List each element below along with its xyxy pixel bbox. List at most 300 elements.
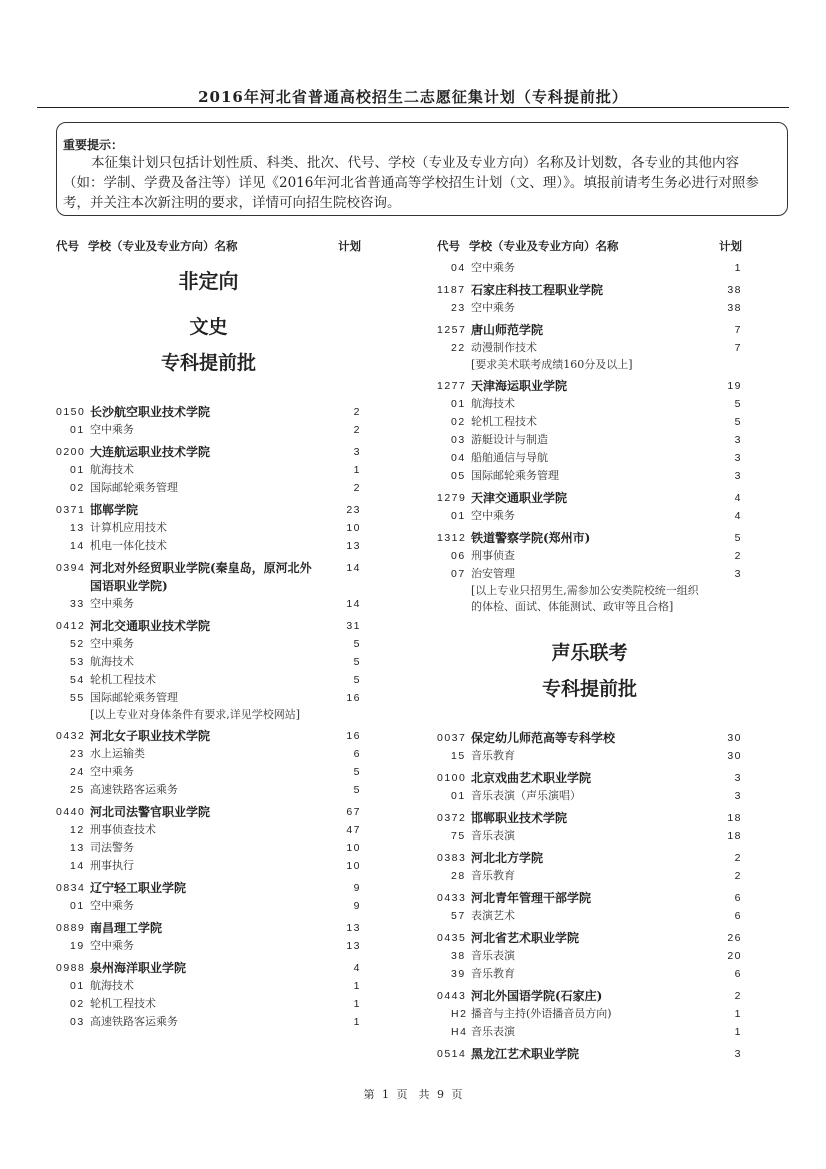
code: 52 [70,638,85,650]
plan-count: 13 [346,540,361,552]
name: 音乐表演 [471,829,515,842]
name: 高速铁路客运乘务 [90,1015,178,1028]
code: 25 [70,784,85,796]
plan-count: 2 [734,550,742,562]
school-entry [56,915,361,955]
major-row [56,519,361,537]
code: 0372 [437,812,467,824]
code: 01 [70,980,85,992]
school-row [56,955,361,977]
code: 33 [70,598,85,610]
major-row [437,507,742,525]
code: 75 [451,830,466,842]
name: 播音与主持(外语播音员方向) [471,1007,612,1020]
major-note: [要求美术联考成绩160分及以上] [471,358,633,371]
code: 0433 [437,892,467,904]
header-name: 学校（专业及专业方向）名称 [88,239,238,253]
code: 02 [70,482,85,494]
school-row [437,983,742,1005]
plan-count: 7 [734,342,742,354]
major-row [56,977,361,995]
code: 01 [70,900,85,912]
code: 0440 [56,806,86,818]
school-row [56,399,361,421]
name: 音乐表演（声乐演唱） [471,789,581,802]
major-row [437,449,742,467]
school-row [56,497,361,519]
name: 大连航运职业技术学院 [90,445,211,459]
spacer [56,377,361,399]
code: 05 [451,470,466,482]
plan-count: 3 [734,434,742,446]
code: 03 [451,434,466,446]
code: 02 [451,416,466,428]
name: 空中乘务 [90,765,134,778]
name: 黑龙江艺术职业学院 [471,1047,580,1061]
major-row [56,421,361,439]
school-row [56,613,361,635]
school-entry [437,885,742,925]
school-entry [437,317,742,373]
name: 空中乘务 [471,509,515,522]
name: 石家庄科技工程职业学院 [471,283,604,297]
section-heading: 专科提前批 [160,352,256,374]
code: 13 [70,842,85,854]
school-entry [56,555,361,613]
name: 河北外国语学院(石家庄) [471,989,603,1003]
school-entry [56,497,361,555]
name: 轮机工程技术 [90,673,156,686]
major-row [56,745,361,763]
name: 轮机工程技术 [90,997,156,1010]
name: 唐山师范学院 [471,323,544,337]
school-row [437,885,742,907]
major-row [437,787,742,805]
plan-count: 6 [353,748,361,760]
major-row [56,653,361,671]
code: 38 [451,950,466,962]
plan-count: 23 [346,504,361,516]
left-column [56,237,361,1031]
school-entry [56,439,361,497]
section-heading: 声乐联考 [551,642,628,664]
code: 15 [451,750,466,762]
school-entry [56,955,361,1031]
code: 19 [70,940,85,952]
header-plan: 计划 [338,239,361,253]
school-row [437,277,742,299]
plan-count: 1 [353,980,361,992]
school-row [437,1041,742,1063]
code: 24 [70,766,85,778]
plan-count: 16 [346,730,361,742]
plan-count: 14 [346,562,361,574]
code: 04 [451,452,466,464]
major-note: [以上专业只招男生,需参加公安类院校统一组织的体检、面试、体能测试、政审等且合格] [471,584,699,613]
plan-count: 6 [734,910,742,922]
code: 06 [451,550,466,562]
plan-count: 13 [346,922,361,934]
plan-count: 30 [727,750,742,762]
code: 12 [70,824,85,836]
right-entries [437,259,742,1063]
school-row [56,799,361,821]
school-entry [437,805,742,845]
major-row [56,689,361,707]
plan-count: 18 [727,812,742,824]
code: 01 [70,424,85,436]
code: 14 [70,860,85,872]
code: 04 [451,262,466,274]
plan-count: 16 [346,692,361,704]
code: 1279 [437,492,467,504]
column-header [437,237,742,255]
code: 55 [70,692,85,704]
plan-count: 2 [734,870,742,882]
left-entries [56,267,361,1031]
school-entry [56,799,361,875]
name: 北京戏曲艺术职业学院 [471,771,592,785]
plan-count: 13 [346,940,361,952]
section-heading: 文史 [189,316,228,338]
name: 保定幼儿师范高等专科学校 [471,731,616,745]
plan-count: 1 [734,262,742,274]
plan-count: 4 [734,492,742,504]
school-entry [437,277,742,317]
plan-count: 5 [353,674,361,686]
plan-count: 5 [734,398,742,410]
name: 河北对外经贸职业学院(秦皇岛，原河北外国语职业学院) [90,561,312,593]
school-entry [56,613,361,723]
name: 邯郸职业技术学院 [471,811,568,825]
name: 河北青年管理干部学院 [471,891,592,905]
code: 07 [451,568,466,580]
school-entry [437,525,742,615]
school-row [437,805,742,827]
school-entry [56,399,361,439]
plan-count: 10 [346,842,361,854]
name: 河北女子职业技术学院 [90,729,211,743]
school-entry [56,723,361,799]
name: 船舶通信与导航 [471,451,548,464]
plan-count: 7 [734,324,742,336]
name: 航海技术 [90,979,134,992]
code: 53 [70,656,85,668]
name: 刑事侦查技术 [90,823,156,836]
plan-count: 30 [727,732,742,744]
plan-count: 3 [734,470,742,482]
plan-count: 5 [353,656,361,668]
name: 音乐表演 [471,1025,515,1038]
code: 14 [70,540,85,552]
code: 0435 [437,932,467,944]
name: 游艇设计与制造 [471,433,548,446]
plan-count: 5 [734,416,742,428]
name: 泉州海洋职业学院 [90,961,187,975]
plan-count: 5 [353,638,361,650]
plan-count: 10 [346,522,361,534]
code: 23 [451,302,466,314]
major-row [437,299,742,317]
name: 国际邮轮乘务管理 [471,469,559,482]
plan-count: 2 [353,482,361,494]
plan-count: 4 [353,962,361,974]
code: 23 [70,748,85,760]
name: 音乐教育 [471,869,515,882]
plan-count: 3 [353,446,361,458]
name: 航海技术 [90,463,134,476]
name: 刑事侦查 [471,549,515,562]
notice-label: 重要提示： [63,138,124,152]
plan-count: 2 [734,852,742,864]
major-row [56,461,361,479]
name: 空中乘务 [90,423,134,436]
name: 刑事执行 [90,859,134,872]
major-row [437,867,742,885]
name: 空中乘务 [90,637,134,650]
code: 13 [70,522,85,534]
header-name: 学校（专业及专业方向）名称 [469,239,619,253]
name: 治安管理 [471,567,515,580]
page-footer: 第 1 页 共 9 页 [363,1088,463,1101]
code: 0037 [437,732,467,744]
code: 0514 [437,1048,467,1060]
name: 航海技术 [471,397,515,410]
plan-count: 31 [346,620,361,632]
name: 辽宁轻工职业学院 [90,881,187,895]
school-entry [56,875,361,915]
plan-count: 6 [734,892,742,904]
major-row [56,937,361,955]
spacer [437,703,742,725]
name: 国际邮轮乘务管理 [90,691,178,704]
major-row [56,763,361,781]
major-row [56,857,361,875]
plan-count: 2 [353,424,361,436]
major-row [437,907,742,925]
major-row [437,413,742,431]
plan-count: 19 [727,380,742,392]
major-row [56,781,361,799]
plan-count: 3 [734,452,742,464]
major-row [437,565,742,583]
plan-count: 26 [727,932,742,944]
code: 0150 [56,406,86,418]
right-column [437,237,742,1063]
code: 54 [70,674,85,686]
major-row [437,965,742,983]
code: 22 [451,342,466,354]
plan-count: 1 [734,1008,742,1020]
plan-count: 2 [734,990,742,1002]
plan-count: 67 [346,806,361,818]
code: 0889 [56,922,86,934]
plan-count: 38 [727,284,742,296]
major-row [56,839,361,857]
name: 机电一体化技术 [90,539,167,552]
plan-count: 20 [727,950,742,962]
code: 0988 [56,962,86,974]
major-row [56,479,361,497]
major-row [437,339,742,357]
plan-count: 10 [346,860,361,872]
name: 航海技术 [90,655,134,668]
major-row [437,395,742,413]
name: 水上运输类 [90,747,145,760]
code: 0100 [437,772,467,784]
column-header [56,237,361,255]
major-note: [以上专业对身体条件有要求,详见学校网站] [90,708,301,721]
document-title: 2016年河北省普通高校招生二志愿征集计划（专科提前批） [198,88,628,106]
code: 01 [70,464,85,476]
code: 1187 [437,284,466,296]
school-entry [437,925,742,983]
code: 1312 [437,532,467,544]
plan-count: 1 [353,464,361,476]
school-entry [437,725,742,765]
name: 长沙航空职业技术学院 [90,405,211,419]
school-entry [437,845,742,885]
school-row [437,725,742,747]
plan-count: 1 [734,1026,742,1038]
school-row [56,723,361,745]
school-row [56,555,361,595]
name: 河北司法警官职业学院 [90,805,211,819]
school-entry [437,1041,742,1063]
major-row [437,747,742,765]
major-row [56,671,361,689]
school-row [437,765,742,787]
name: 空中乘务 [90,597,134,610]
code: 28 [451,870,466,882]
school-row [437,485,742,507]
code: 1257 [437,324,467,336]
code: 0371 [56,504,86,516]
major-row [56,537,361,555]
plan-count: 1 [353,1016,361,1028]
major-row [437,947,742,965]
code: 03 [70,1016,85,1028]
plan-count: 3 [734,1048,742,1060]
school-row [56,915,361,937]
plan-count: 6 [734,968,742,980]
name: 司法警务 [90,841,134,854]
section-heading: 非定向 [178,269,239,293]
name: 铁道警察学院(郑州市) [471,531,591,545]
name: 河北北方学院 [471,851,544,865]
code: 01 [451,790,466,802]
code: 01 [451,510,466,522]
name: 河北省艺术职业学院 [471,931,580,945]
name: 轮机工程技术 [471,415,537,428]
code: 0443 [437,990,467,1002]
major-row [56,821,361,839]
code: 0412 [56,620,86,632]
name: 空中乘务 [471,261,515,274]
name: 计算机应用技术 [90,521,167,534]
name: 空中乘务 [471,301,515,314]
header-code: 代号 [437,239,460,253]
major-row [437,1023,742,1041]
name: 动漫制作技术 [471,341,537,354]
header-code: 代号 [56,239,79,253]
school-row [56,439,361,461]
code: 0394 [56,562,86,574]
title-rule [37,107,789,108]
name: 空中乘务 [90,939,134,952]
plan-count: 3 [734,790,742,802]
school-row [56,875,361,897]
major-row [56,1013,361,1031]
plan-count: 5 [353,766,361,778]
name: 表演艺术 [471,909,515,922]
plan-count: 5 [734,532,742,544]
name: 音乐表演 [471,949,515,962]
plan-count: 18 [727,830,742,842]
plan-count: 14 [346,598,361,610]
name: 邯郸学院 [90,503,139,517]
code: 0432 [56,730,86,742]
major-row [56,635,361,653]
name: 音乐教育 [471,967,515,980]
code: H2 [451,1008,468,1020]
plan-count: 4 [734,510,742,522]
school-entry [437,983,742,1041]
plan-count: 9 [353,900,361,912]
name: 空中乘务 [90,899,134,912]
school-entry [437,373,742,485]
plan-count: 47 [346,824,361,836]
plan-count: 1 [353,998,361,1010]
code: 0834 [56,882,86,894]
major-row [56,995,361,1013]
section-heading: 专科提前批 [541,678,637,700]
header-plan: 计划 [719,239,742,253]
school-row [437,317,742,339]
plan-count: 2 [353,406,361,418]
name: 国际邮轮乘务管理 [90,481,178,494]
plan-count: 38 [727,302,742,314]
code: 1277 [437,380,467,392]
plan-count: 3 [734,772,742,784]
school-row [437,925,742,947]
school-row [437,525,742,547]
name: 天津交通职业学院 [471,491,568,505]
notice-body: 本征集计划只包括计划性质、科类、批次、代号、学校（专业及专业方向）名称及计划数，各专业的其他内容（如：学制、学费及备注等）详见《2016年河北省普通高等学校招生计划（文、理）》。填报前请考生务必进行对照参考，并关注本次新注明的要求，详情可向招生院校咨询。 [63,155,759,211]
code: 57 [451,910,466,922]
code: 39 [451,968,466,980]
code: 01 [451,398,466,410]
major-row [56,595,361,613]
plan-count: 9 [353,882,361,894]
major-row [437,827,742,845]
major-row [437,259,742,277]
code: H4 [451,1026,468,1038]
name: 高速铁路客运乘务 [90,783,178,796]
name: 南昌理工学院 [90,921,163,935]
plan-count: 5 [353,784,361,796]
school-entry [437,485,742,525]
name: 音乐教育 [471,749,515,762]
plan-count: 3 [734,568,742,580]
school-row [437,373,742,395]
name: 河北交通职业技术学院 [90,619,211,633]
major-row [437,1005,742,1023]
code: 0200 [56,446,86,458]
major-row [437,431,742,449]
major-row [56,897,361,915]
school-entry [437,765,742,805]
